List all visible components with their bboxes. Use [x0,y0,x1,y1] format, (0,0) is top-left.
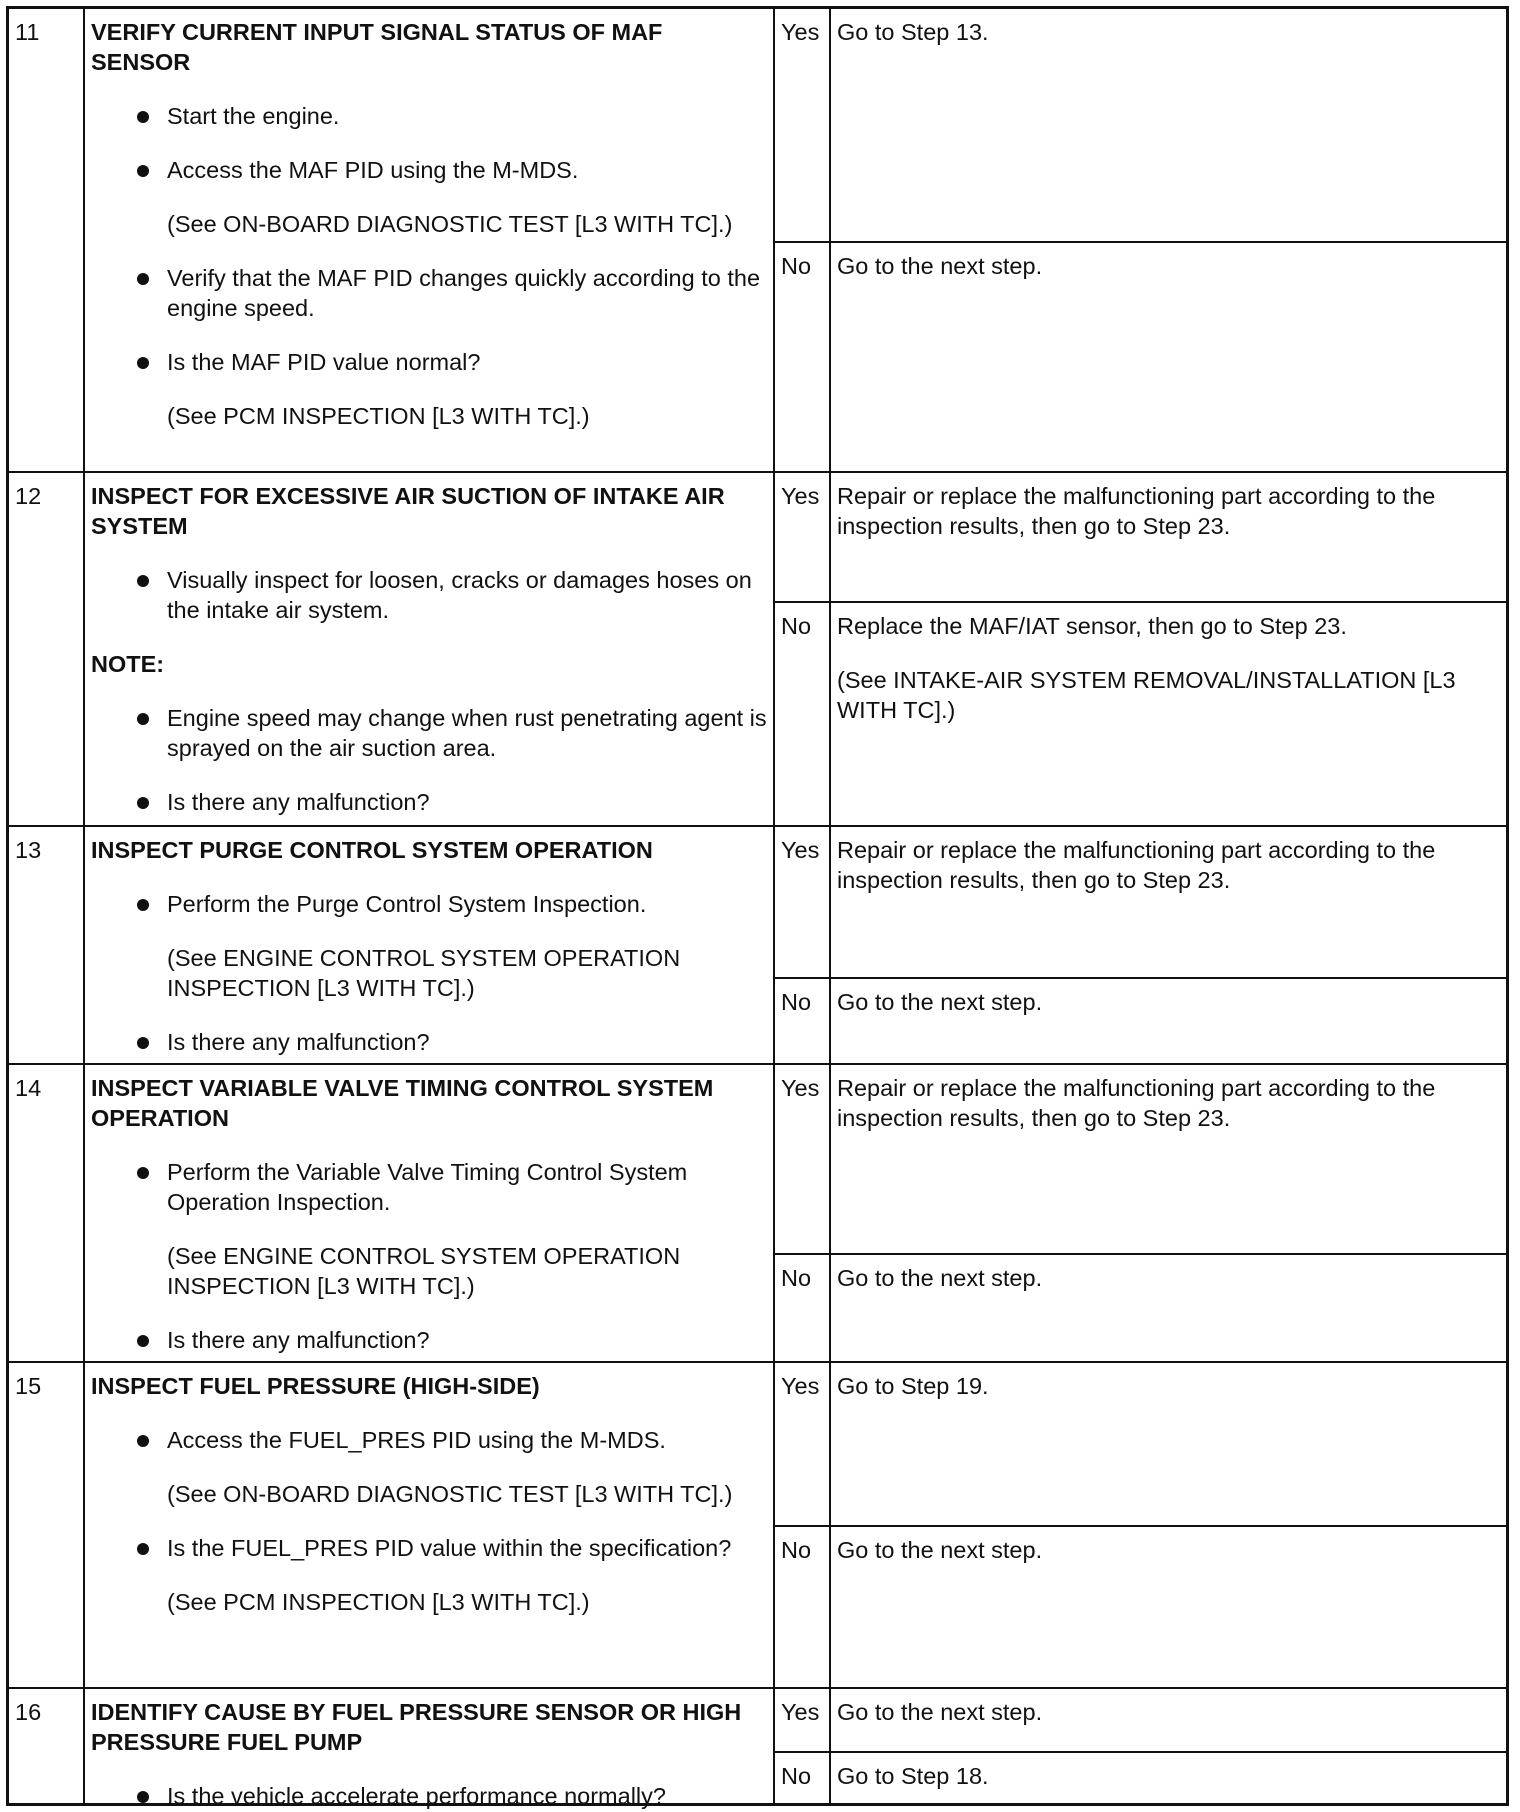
bullet-item: Is there any malfunction? [91,787,767,817]
result-text: (See INTAKE-AIR SYSTEM REMOVAL/INSTALLATION [L3 WITH TC].) [837,667,1456,723]
result-text: Repair or replace the malfunctioning part according to the inspection results, then go to Step 23. [837,483,1436,539]
yes-result [831,1689,1506,1751]
no-label: No [775,601,831,825]
reference-text: (See ENGINE CONTROL SYSTEM OPERATION INSPECTION [L3 WITH TC].) [167,945,681,1001]
step-title: INSPECT VARIABLE VALVE TIMING CONTROL SYSTEM OPERATION [91,1075,714,1131]
step-results [775,9,1506,473]
note-label: NOTE: [91,651,165,677]
yes-label: Yes [775,827,831,977]
reference-text: (See ON-BOARD DIAGNOSTIC TEST [L3 WITH TC].) [167,1481,733,1507]
no-result [831,1751,1506,1803]
bullet-item: Is the MAF PID value normal? [91,347,767,377]
step-number: 13 [9,827,85,1065]
step-action-cell [85,1065,775,1363]
yes-label: Yes [775,473,831,601]
reference-text: (See ON-BOARD DIAGNOSTIC TEST [L3 WITH TC].) [167,211,733,237]
bullet-item: Is there any malfunction? [91,1027,767,1057]
step-number: 11 [9,9,85,473]
result-text: Go to Step 13. [837,19,989,45]
bullet-item: Visually inspect for loosen, cracks or damages hoses on the intake air system. [91,565,767,625]
no-result [831,601,1506,825]
step-action-cell [85,1363,775,1689]
yes-result [831,9,1506,241]
step-number: 14 [9,1065,85,1363]
result-text: Repair or replace the malfunctioning part according to the inspection results, then go to Step 23. [837,837,1436,893]
bullet-item: Verify that the MAF PID changes quickly according to the engine speed. [91,263,767,323]
reference-text: (See PCM INSPECTION [L3 WITH TC].) [167,403,590,429]
result-text: Go to the next step. [837,989,1043,1015]
result-text: Go to Step 18. [837,1763,989,1789]
bullet-item: Perform the Variable Valve Timing Control System Operation Inspection. [91,1157,767,1217]
reference-text: (See ENGINE CONTROL SYSTEM OPERATION INSPECTION [L3 WITH TC].) [167,1243,681,1299]
step-title: VERIFY CURRENT INPUT SIGNAL STATUS OF MAF SENSOR [91,19,663,75]
yes-result [831,473,1506,601]
step-number: 16 [9,1689,85,1803]
result-text: Go to the next step. [837,253,1043,279]
step-results [775,473,1506,827]
yes-result [831,1065,1506,1253]
step-title: IDENTIFY CAUSE BY FUEL PRESSURE SENSOR OR HIGH PRESSURE FUEL PUMP [91,1699,742,1755]
bullet-item: Start the engine. [91,101,767,131]
no-label: No [775,977,831,1063]
step-title: INSPECT PURGE CONTROL SYSTEM OPERATION [91,837,653,863]
no-label: No [775,1525,831,1687]
result-text: Go to Step 19. [837,1373,989,1399]
result-text: Go to the next step. [837,1537,1043,1563]
bullet-item: Is the FUEL_PRES PID value within the specification? [91,1533,767,1563]
bullet-item: Is the vehicle accelerate performance normally? [91,1781,767,1811]
step-results [775,1065,1506,1363]
no-result [831,977,1506,1063]
step-action-cell [85,1689,775,1809]
step-title: INSPECT FUEL PRESSURE (HIGH-SIDE) [91,1373,540,1399]
result-text: Replace the MAF/IAT sensor, then go to Step 23. [837,613,1347,639]
result-text: Repair or replace the malfunctioning part according to the inspection results, then go to Step 23. [837,1075,1436,1131]
diagnostic-procedure-table [6,6,1509,1809]
yes-label: Yes [775,9,831,241]
bullet-item: Perform the Purge Control System Inspection. [91,889,767,919]
no-result [831,1253,1506,1361]
reference-text: (See PCM INSPECTION [L3 WITH TC].) [167,1589,590,1615]
no-label: No [775,1751,831,1803]
no-result [831,241,1506,471]
yes-label: Yes [775,1065,831,1253]
step-action-cell [85,473,775,827]
no-label: No [775,1253,831,1361]
bullet-item: Engine speed may change when rust penetrating agent is sprayed on the air suction area. [91,703,767,763]
bullet-item: Access the FUEL_PRES PID using the M-MDS. [91,1425,767,1455]
step-results [775,1363,1506,1689]
step-results [775,827,1506,1065]
bullet-item: Is there any malfunction? [91,1325,767,1355]
step-results [775,1689,1506,1803]
step-number: 15 [9,1363,85,1689]
step-action-cell [85,9,775,473]
result-text: Go to the next step. [837,1265,1043,1291]
step-number: 12 [9,473,85,827]
yes-label: Yes [775,1689,831,1751]
yes-result [831,1363,1506,1525]
step-title: INSPECT FOR EXCESSIVE AIR SUCTION OF INTAKE AIR SYSTEM [91,483,725,539]
step-action-cell [85,827,775,1065]
bullet-item: Access the MAF PID using the M-MDS. [91,155,767,185]
no-label: No [775,241,831,471]
yes-label: Yes [775,1363,831,1525]
result-text: Go to the next step. [837,1699,1043,1725]
yes-result [831,827,1506,977]
no-result [831,1525,1506,1687]
